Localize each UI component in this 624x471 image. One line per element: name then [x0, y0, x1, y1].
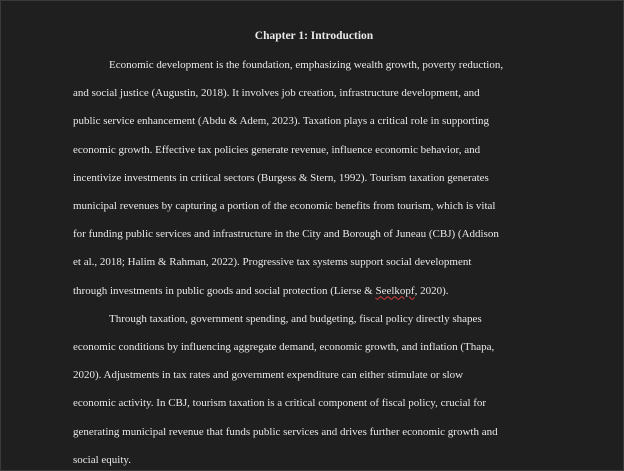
text-line: 2020). Adjustments in tax rates and government expenditure can either stimulate or slow [73, 369, 464, 382]
text-line: municipal revenues by capturing a portion of the economic benefits from tourism, which is vital [73, 200, 496, 213]
text-line: Through taxation, government spending, and budgeting, fiscal policy directly shapes [109, 312, 482, 325]
text-line: for funding public services and infrastructure in the City and Borough of Juneau (CBJ) (Addison [73, 228, 499, 241]
text-line: et al., 2018; Halim & Rahman, 2022). Progressive tax systems support social development [73, 256, 472, 269]
document-body[interactable] [73, 29, 555, 471]
text-line: economic conditions by influencing aggregate demand, economic growth, and inflation (Thapa, [73, 341, 495, 354]
spellcheck-flagged-word[interactable]: Seelkopf [375, 284, 415, 297]
text-line: and social justice (Augustin, 2018). It involves job creation, infrastructure development, and [73, 87, 480, 100]
chapter-title: Chapter 1: Introduction [254, 30, 374, 42]
text-line: economic growth. Effective tax policies generate revenue, influence economic behavior, and [73, 143, 481, 156]
text-segment: , 2020). [414, 284, 449, 297]
text-segment: through investments in public goods and social protection (Lierse & [73, 284, 376, 297]
text-line: economic activity. In CBJ, tourism taxation is a critical component of fiscal policy, crucial for [73, 397, 487, 410]
text-line: public service enhancement (Abdu & Adem, 2023). Taxation plays a critical role in supporting [73, 115, 489, 128]
text-line [73, 277, 555, 305]
text-line: generating municipal revenue that funds public services and drives further economic growth and [73, 425, 498, 438]
text-line: incentivize investments in critical sectors (Burgess & Stern, 1992). Tourism taxation generates [73, 171, 489, 184]
text-line: Economic development is the foundation, emphasizing wealth growth, poverty reduction, [109, 59, 504, 71]
paragraph-1 [73, 51, 555, 305]
text-line: social equity. [73, 453, 131, 466]
paragraph-2 [73, 305, 555, 471]
